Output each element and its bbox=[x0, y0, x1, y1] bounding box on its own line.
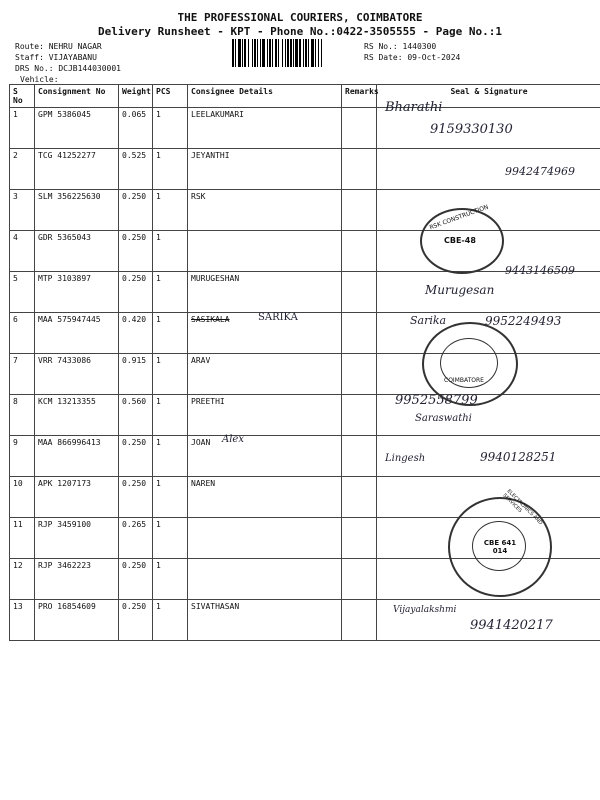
sno-cell: 6 bbox=[10, 313, 35, 354]
consignment-cell: MTP 3103897 bbox=[35, 272, 119, 313]
col-pcs: PCS bbox=[153, 85, 188, 108]
consignment-cell: VRR 7433086 bbox=[35, 354, 119, 395]
sno-cell: 13 bbox=[10, 600, 35, 641]
sno-cell: 7 bbox=[10, 354, 35, 395]
consignment-cell: GDR 5365043 bbox=[35, 231, 119, 272]
name-row9: Alex bbox=[222, 434, 244, 445]
seal-signature-cell bbox=[377, 395, 600, 436]
consignee-cell: NAREN bbox=[188, 477, 342, 518]
remarks-cell bbox=[342, 354, 377, 395]
name-row6: Sarika bbox=[410, 314, 447, 327]
seal-signature-cell bbox=[377, 559, 600, 600]
consignment-cell: GPM 5386045 bbox=[35, 108, 119, 149]
table-row bbox=[10, 313, 600, 354]
sno-cell: 5 bbox=[10, 272, 35, 313]
pcs-cell: 1 bbox=[153, 272, 188, 313]
name-row5: Murugesan bbox=[425, 283, 495, 297]
col-consignee: Consignee Details bbox=[188, 85, 342, 108]
table-row bbox=[10, 354, 600, 395]
consignee-cell: SIVATHASAN bbox=[188, 600, 342, 641]
table-row bbox=[10, 518, 600, 559]
signature-row1: Bharathi bbox=[385, 100, 443, 115]
weight-cell: 0.250 bbox=[119, 477, 153, 518]
phone-row2: 9942474969 bbox=[505, 165, 575, 178]
weight-cell: 0.265 bbox=[119, 518, 153, 559]
remarks-cell bbox=[342, 477, 377, 518]
sno-cell: 4 bbox=[10, 231, 35, 272]
route-line: Route: NEHRU NAGAR bbox=[15, 42, 102, 51]
sno-cell: 9 bbox=[10, 436, 35, 477]
consignee-cell bbox=[188, 559, 342, 600]
pcs-cell: 1 bbox=[153, 149, 188, 190]
col-seal-signature: Seal & Signature bbox=[377, 85, 600, 108]
seal-signature-cell bbox=[377, 436, 600, 477]
seal-signature-cell bbox=[377, 272, 600, 313]
table-row bbox=[10, 190, 600, 231]
seal-signature-cell bbox=[377, 477, 600, 518]
consignment-cell: RJP 3459100 bbox=[35, 518, 119, 559]
consignment-cell: PRO 16854609 bbox=[35, 600, 119, 641]
consignment-cell: MAA 866996413 bbox=[35, 436, 119, 477]
weight-cell: 0.560 bbox=[119, 395, 153, 436]
rs-date: RS Date: 09-Oct-2024 bbox=[364, 53, 461, 62]
consignee-cell: RSK bbox=[188, 190, 342, 231]
consignment-cell: APK 1207173 bbox=[35, 477, 119, 518]
weight-cell: 0.250 bbox=[119, 190, 153, 231]
name-row8: Saraswathi bbox=[415, 413, 472, 424]
remarks-cell bbox=[342, 395, 377, 436]
sno-cell: 1 bbox=[10, 108, 35, 149]
col-remarks: Remarks bbox=[342, 85, 377, 108]
consignee-cell: JEYANTHI bbox=[188, 149, 342, 190]
pcs-cell: 1 bbox=[153, 600, 188, 641]
seal-signature-cell bbox=[377, 518, 600, 559]
phone-row8: 9952558799 bbox=[395, 393, 478, 408]
table-row bbox=[10, 272, 600, 313]
vehicle-line: Vehicle: bbox=[20, 75, 59, 84]
remarks-cell bbox=[342, 190, 377, 231]
stamp-construction-ring: RSK CONSTRUCTION bbox=[428, 203, 490, 232]
weight-cell: 0.250 bbox=[119, 436, 153, 477]
col-sno: S No bbox=[10, 85, 35, 108]
consignee-cell: ARAV bbox=[188, 354, 342, 395]
signature-row9: Lingesh bbox=[385, 453, 426, 464]
seal-signature-cell bbox=[377, 108, 600, 149]
pcs-cell: 1 bbox=[153, 190, 188, 231]
company-title: THE PROFESSIONAL COURIERS, COIMBATORE bbox=[177, 11, 423, 24]
phone-row1: 9159330130 bbox=[430, 122, 513, 137]
consignee-cell: SASIKALA bbox=[188, 313, 342, 354]
remarks-cell bbox=[342, 518, 377, 559]
pcs-cell: 1 bbox=[153, 231, 188, 272]
phone-row6: 9952249493 bbox=[485, 314, 562, 328]
weight-cell: 0.420 bbox=[119, 313, 153, 354]
seal-signature-cell bbox=[377, 190, 600, 231]
consignment-cell: MAA 575947445 bbox=[35, 313, 119, 354]
stamp-electronics-ring: ELECTRONICS AND SERVICES bbox=[501, 488, 544, 527]
weight-cell: 0.250 bbox=[119, 559, 153, 600]
staff-line: Staff: VIJAYABANU bbox=[15, 53, 97, 62]
barcode-bar bbox=[322, 39, 323, 67]
phone-row9: 9940128251 bbox=[480, 450, 557, 464]
sno-cell: 10 bbox=[10, 477, 35, 518]
phone-row13: 9941420217 bbox=[470, 618, 553, 633]
sno-cell: 3 bbox=[10, 190, 35, 231]
seal-signature-cell bbox=[377, 313, 600, 354]
col-consignment: Consignment No bbox=[35, 85, 119, 108]
barcode bbox=[232, 39, 356, 67]
consignee-cell: PREETHI bbox=[188, 395, 342, 436]
drs-line: DRS No.: DCJB144030001 bbox=[15, 64, 121, 73]
weight-cell: 0.250 bbox=[119, 272, 153, 313]
remarks-cell bbox=[342, 600, 377, 641]
weight-cell: 0.915 bbox=[119, 354, 153, 395]
pcs-cell: 1 bbox=[153, 477, 188, 518]
consignee-cell bbox=[188, 518, 342, 559]
consignment-cell: RJP 3462223 bbox=[35, 559, 119, 600]
consignment-cell: SLM 356225630 bbox=[35, 190, 119, 231]
weight-cell: 0.250 bbox=[119, 600, 153, 641]
sno-cell: 11 bbox=[10, 518, 35, 559]
sno-cell: 8 bbox=[10, 395, 35, 436]
pcs-cell: 1 bbox=[153, 313, 188, 354]
stamp-coimbatore-text: COIMBATORE bbox=[444, 377, 484, 384]
table-header-row bbox=[10, 85, 600, 108]
table-row bbox=[10, 477, 600, 518]
table-row bbox=[10, 559, 600, 600]
weight-cell: 0.250 bbox=[119, 231, 153, 272]
overwrite-row6: SARIKA bbox=[258, 312, 298, 323]
consignee-cell bbox=[188, 231, 342, 272]
consignee-cell: JOAN bbox=[188, 436, 342, 477]
remarks-cell bbox=[342, 231, 377, 272]
pcs-cell: 1 bbox=[153, 559, 188, 600]
stamp-construction-code: CBE-48 bbox=[444, 236, 476, 245]
table-row bbox=[10, 108, 600, 149]
consignee-cell: LEELAKUMARI bbox=[188, 108, 342, 149]
col-weight: Weight bbox=[119, 85, 153, 108]
table-row bbox=[10, 436, 600, 477]
table-row bbox=[10, 149, 600, 190]
consignee-cell: MURUGESHAN bbox=[188, 272, 342, 313]
pcs-cell: 1 bbox=[153, 518, 188, 559]
runsheet-table bbox=[9, 84, 600, 641]
weight-cell: 0.065 bbox=[119, 108, 153, 149]
pcs-cell: 1 bbox=[153, 108, 188, 149]
runsheet-subtitle: Delivery Runsheet - KPT - Phone No.:0422-3505555 - Page No.:1 bbox=[98, 25, 502, 38]
remarks-cell bbox=[342, 559, 377, 600]
seal-signature-cell bbox=[377, 600, 600, 641]
weight-cell: 0.525 bbox=[119, 149, 153, 190]
stamp-electronics-code: CBE 641 014 bbox=[483, 539, 517, 555]
pcs-cell: 1 bbox=[153, 395, 188, 436]
table-row bbox=[10, 231, 600, 272]
seal-signature-cell bbox=[377, 354, 600, 395]
seal-signature-cell bbox=[377, 231, 600, 272]
phone-row5: 9443146509 bbox=[505, 264, 575, 277]
table-row bbox=[10, 600, 600, 641]
sno-cell: 12 bbox=[10, 559, 35, 600]
remarks-cell bbox=[342, 313, 377, 354]
consignment-cell: KCM 13213355 bbox=[35, 395, 119, 436]
pcs-cell: 1 bbox=[153, 354, 188, 395]
remarks-cell bbox=[342, 272, 377, 313]
remarks-cell bbox=[342, 149, 377, 190]
consignment-cell: TCG 41252277 bbox=[35, 149, 119, 190]
table-row bbox=[10, 395, 600, 436]
remarks-cell bbox=[342, 108, 377, 149]
name-row13: Vijayalakshmi bbox=[393, 605, 457, 615]
pcs-cell: 1 bbox=[153, 436, 188, 477]
remarks-cell bbox=[342, 436, 377, 477]
rs-number: RS No.: 1440300 bbox=[364, 42, 437, 51]
seal-signature-cell bbox=[377, 149, 600, 190]
sno-cell: 2 bbox=[10, 149, 35, 190]
